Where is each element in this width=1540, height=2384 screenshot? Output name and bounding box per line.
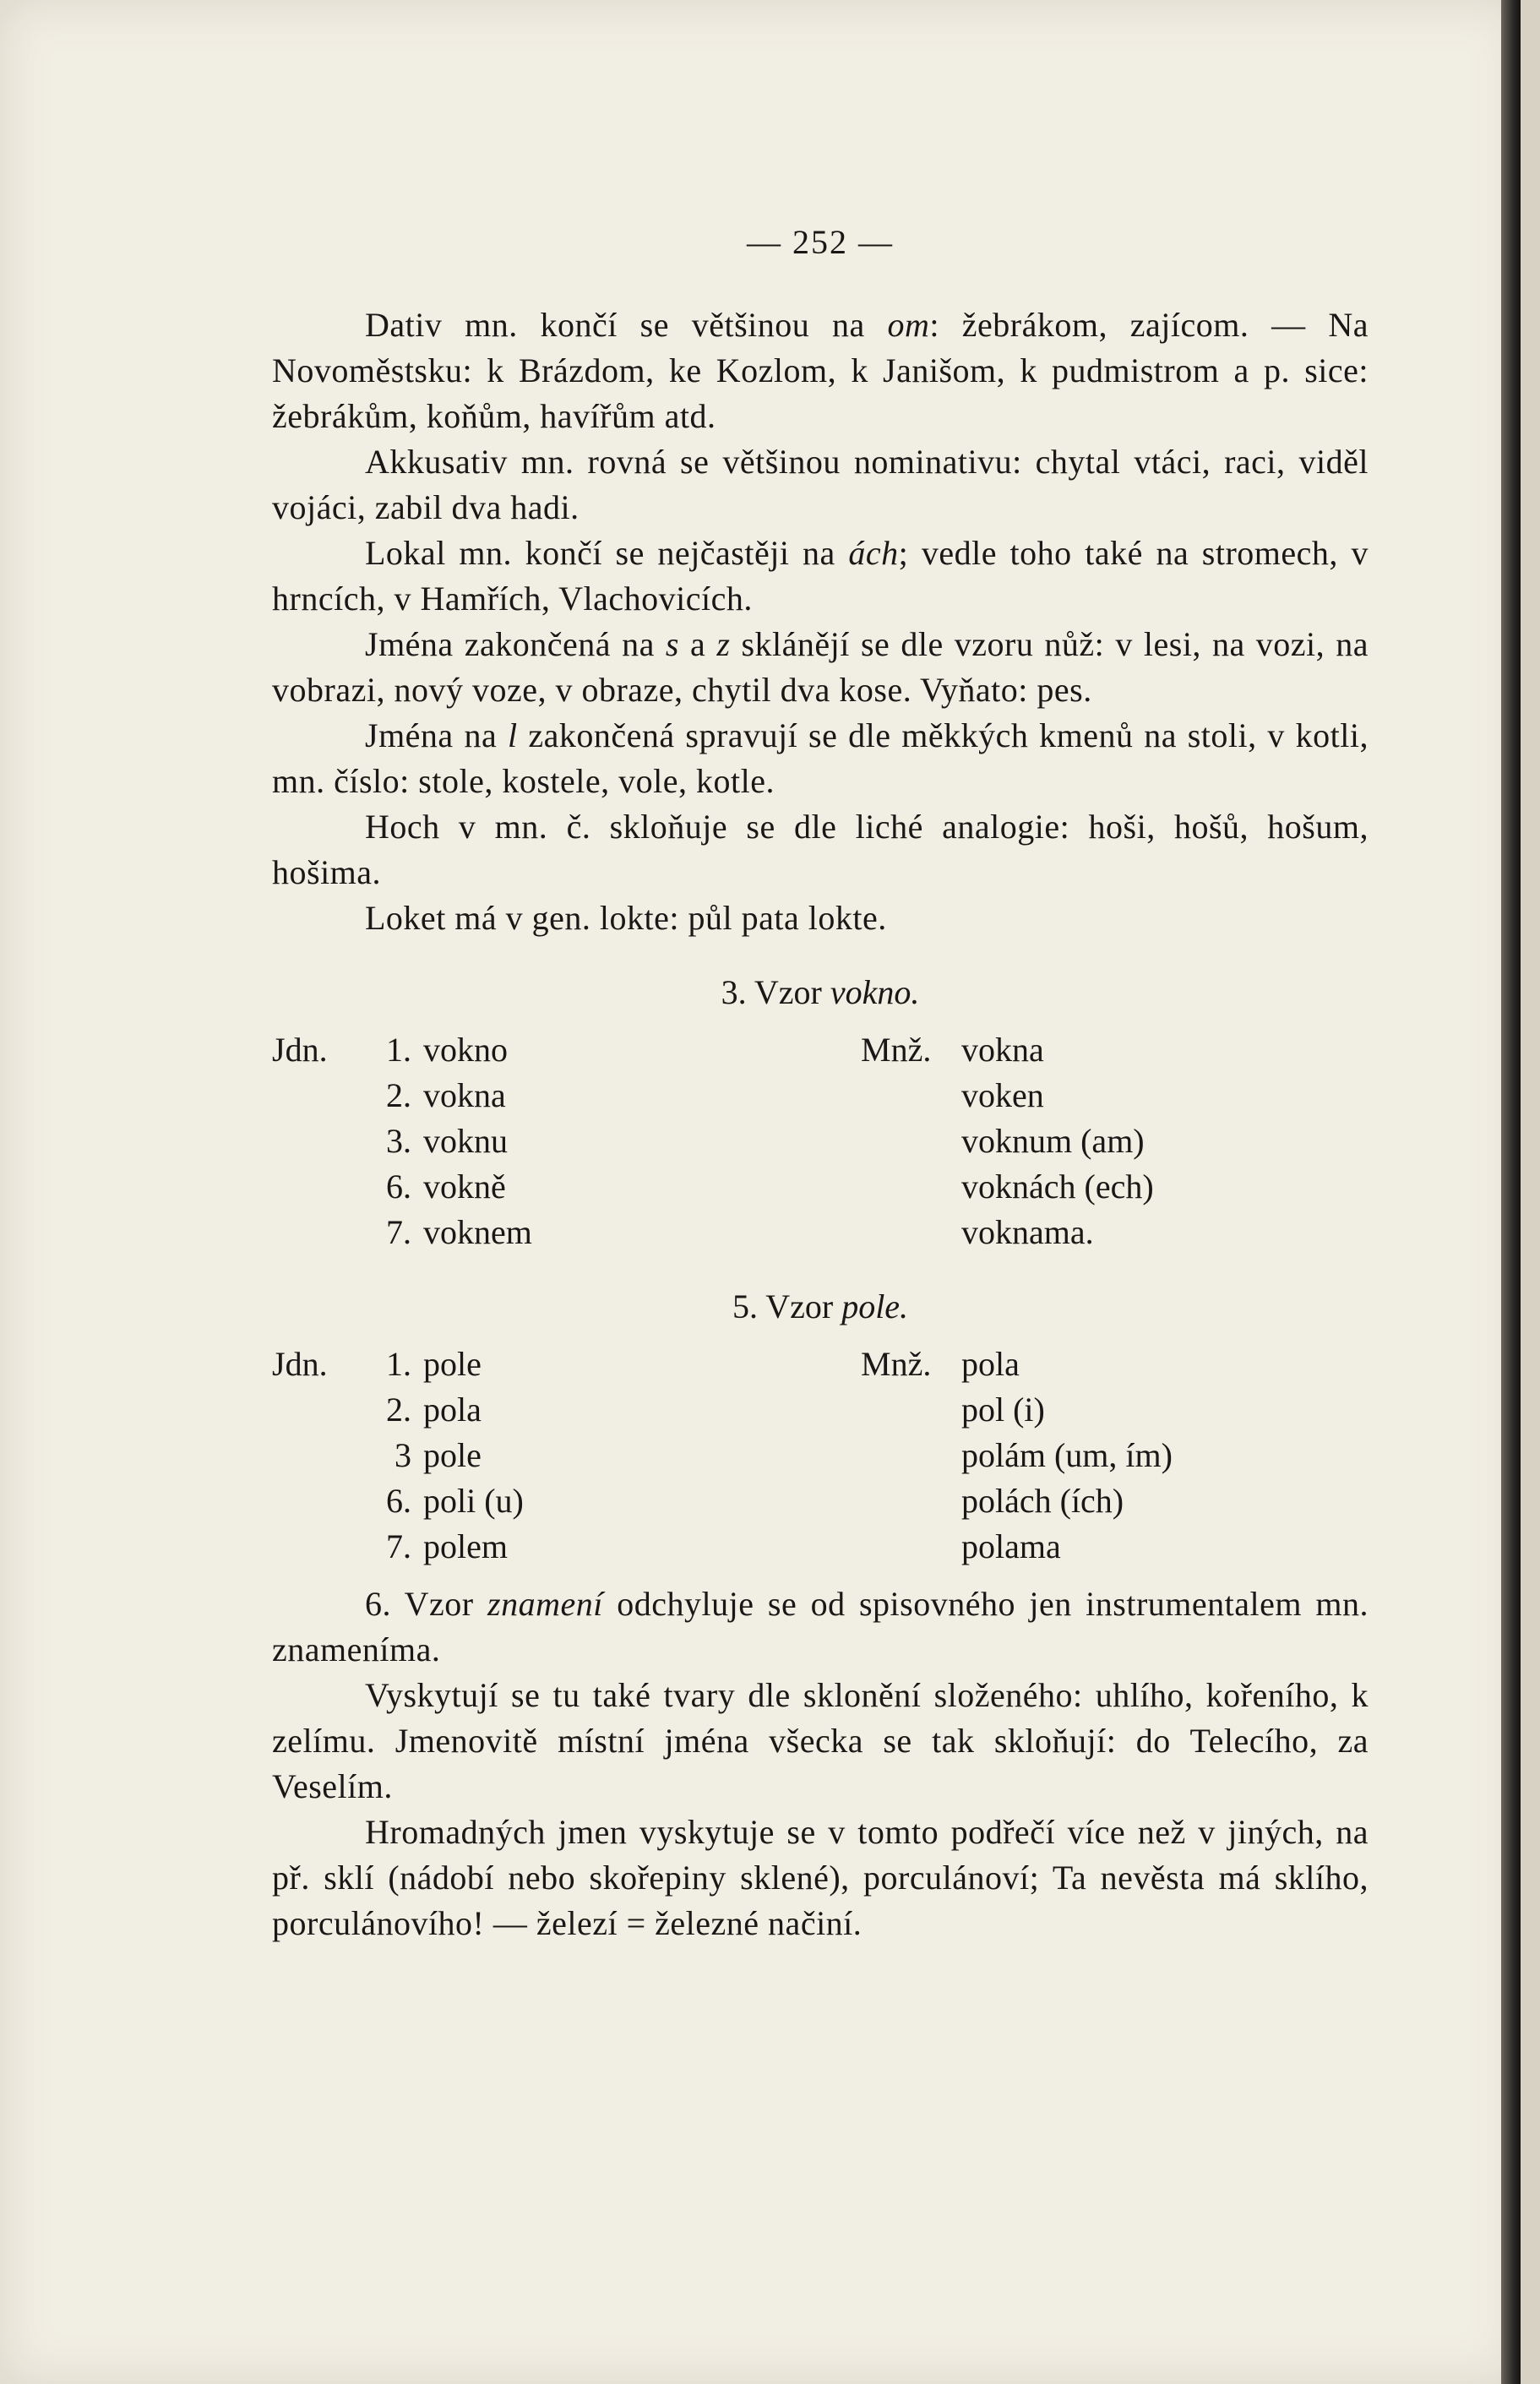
plural-label: Mnž. xyxy=(861,1031,932,1069)
paragraph-lokal: Lokal mn. končí se nejčastěji na ách; vedle toho také na stromech, v hrncích, v Hamřích, Vlachovicích. xyxy=(272,534,1369,618)
case-number: 1. xyxy=(386,1031,411,1069)
paragraph-jmena-l: Jména na l zakončená spravují se dle měkkých kmenů na stoli, v kotli, mn. číslo: stole, kostele, vole, kotle. xyxy=(272,716,1369,800)
plural-form: polám (um, ím) xyxy=(961,1436,1173,1474)
declension-table-pole xyxy=(272,1342,1299,1570)
paragraph-jmena-s-z: Jména zakončená na s a z sklánějí se dle vzoru nůž: v lesi, na vozi, na vobrazi, nový voze, v obraze, chytil dva kose. Vyňato: pes. xyxy=(272,625,1369,709)
singular-form: voknem xyxy=(423,1213,532,1251)
singular-form: vokno xyxy=(423,1031,508,1069)
singular-form: vokně xyxy=(423,1168,506,1206)
singular-label: Jdn. xyxy=(272,1345,328,1383)
singular-form: vokna xyxy=(423,1076,506,1114)
declension-table-vokno xyxy=(272,1027,1299,1255)
paragraph-vzor-znameni: 6. Vzor znamení odchyluje se od spisovného jen instrumentalem mn. znameníma. xyxy=(272,1585,1369,1668)
singular-form: voknu xyxy=(423,1122,508,1160)
book-binding-edge xyxy=(1501,0,1521,2384)
table-row xyxy=(272,1073,1299,1119)
plural-form: pola xyxy=(961,1345,1020,1383)
singular-form: pole xyxy=(423,1345,482,1383)
table-row xyxy=(272,1342,1299,1387)
table-row xyxy=(272,1433,1299,1478)
plural-form: polama xyxy=(961,1527,1061,1565)
case-number: 1. xyxy=(386,1345,411,1383)
page-content xyxy=(272,220,1369,1946)
plural-label: Mnž. xyxy=(861,1345,932,1383)
case-number: 3. xyxy=(386,1122,411,1160)
heading-vzor-vokno: 3. Vzor vokno. xyxy=(721,973,920,1011)
singular-form: poli (u) xyxy=(423,1482,524,1520)
plural-form: polách (ích) xyxy=(961,1482,1124,1520)
case-number: 6. xyxy=(386,1168,411,1206)
table-row xyxy=(272,1210,1299,1255)
case-number: 7. xyxy=(386,1213,411,1251)
singular-label: Jdn. xyxy=(272,1031,328,1069)
paragraph-hromadna: Hromadných jmen vyskytuje se v tomto podřečí více než v jiných, na př. sklí (nádobí nebo skořepiny sklené), porculánoví; Ta nevěsta má sklího, porculánovího! — železí = železné načiní. xyxy=(272,1813,1369,1942)
plural-form: voknama. xyxy=(961,1213,1094,1251)
case-number: 3 xyxy=(395,1436,411,1474)
plural-form: pol (i) xyxy=(961,1391,1045,1429)
paragraph-loket: Loket má v gen. lokte: půl pata lokte. xyxy=(365,899,887,937)
table-row xyxy=(272,1119,1299,1164)
singular-form: pole xyxy=(423,1436,482,1474)
page-number: — 252 — xyxy=(747,223,894,261)
table-row xyxy=(272,1164,1299,1210)
case-number: 2. xyxy=(386,1391,411,1429)
paragraph-akkusativ: Akkusativ mn. rovná se většinou nominativu: chytal vtáci, raci, viděl vojáci, zabil dva hadi. xyxy=(272,443,1369,526)
case-number: 7. xyxy=(386,1527,411,1565)
plural-form: voknum (am) xyxy=(961,1122,1145,1160)
plural-form: voknách (ech) xyxy=(961,1168,1154,1206)
case-number: 6. xyxy=(386,1482,411,1520)
heading-vzor-pole: 5. Vzor pole. xyxy=(732,1287,909,1325)
paragraph-slozene: Vyskytují se tu také tvary dle sklonění složeného: uhlího, kořeního, k zelímu. Jmenovitě místní jména všecka se tak skloňují: do Telecího, za Veselím. xyxy=(272,1676,1369,1805)
plural-form: vokna xyxy=(961,1031,1044,1069)
plural-form: voken xyxy=(961,1076,1044,1114)
table-row xyxy=(272,1524,1299,1570)
singular-form: polem xyxy=(423,1527,508,1565)
singular-form: pola xyxy=(423,1391,482,1429)
table-row xyxy=(272,1027,1299,1073)
table-row xyxy=(272,1387,1299,1433)
table-row xyxy=(272,1478,1299,1524)
paragraph-hoch: Hoch v mn. č. skloňuje se dle liché analogie: hoši, hošů, hošum, hošima. xyxy=(272,808,1369,891)
paragraph-dativ: Dativ mn. končí se většinou na om: žebrákom, zajícom. — Na Novoměstsku: k Brázdom, ke Kozlom, k Janišom, k pudmistrom a p. sice: žebrákům, koňům, havířům atd. xyxy=(272,306,1369,435)
case-number: 2. xyxy=(386,1076,411,1114)
